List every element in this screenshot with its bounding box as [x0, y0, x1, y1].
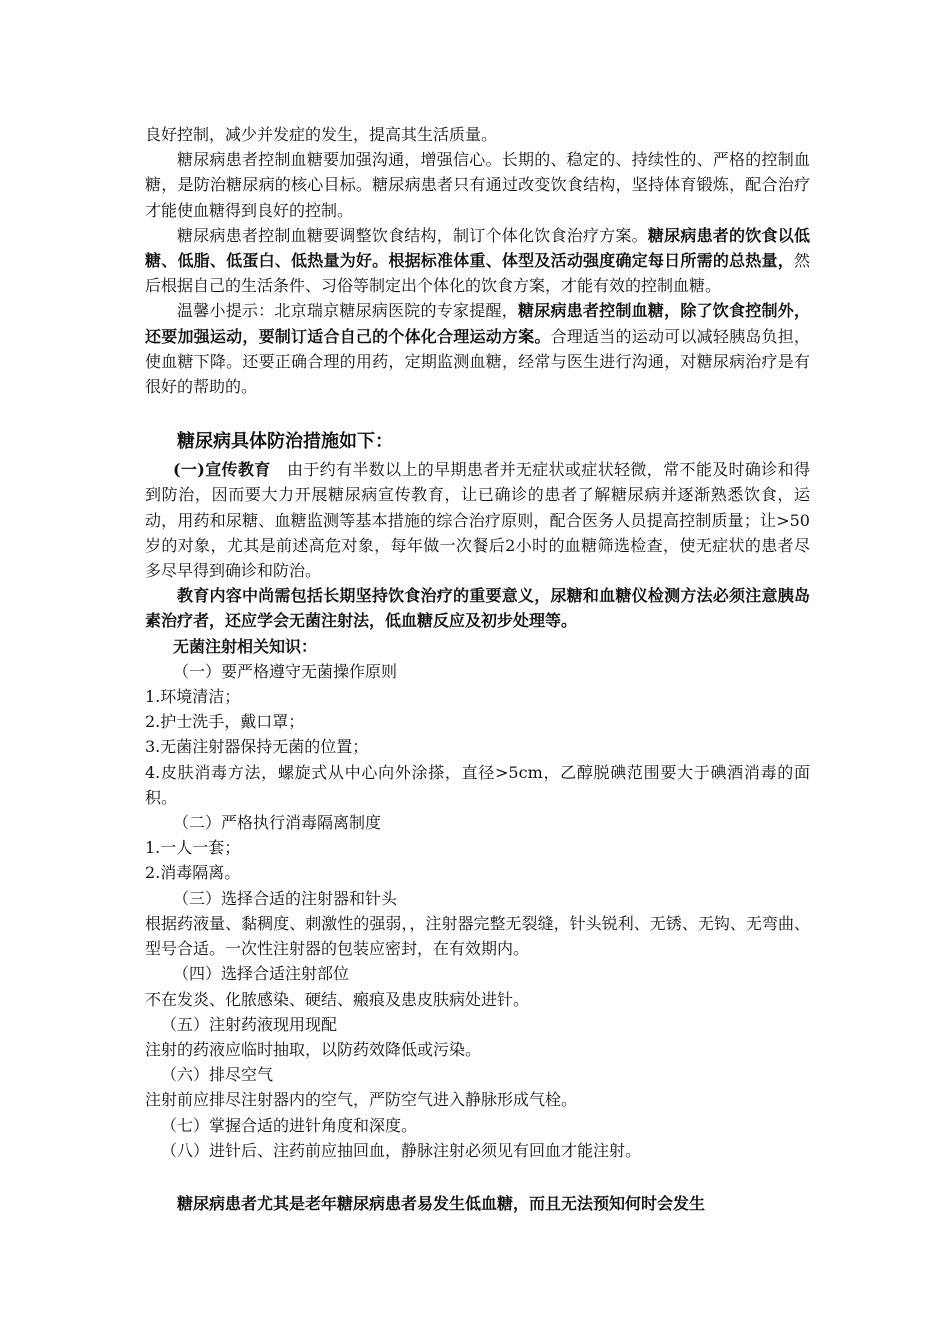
s6-text: 注射前应排尽注射器内的空气，严防空气进入静脉形成气栓。	[145, 1090, 578, 1110]
s1-item: 2.护士洗手，戴口罩；	[145, 712, 305, 732]
s3-title: （三）选择合适的注射器和针头	[173, 888, 398, 908]
document-page	[145, 122, 810, 1216]
paragraph-final-bold: 糖尿病患者尤其是老年糖尿病患者易发生低血糖，而且无法预知何时会发生	[177, 1193, 706, 1213]
paragraph-education-bold: 教育内容中尚需包括长期坚持饮食治疗的重要意义，尿糖和血糖仪检测方法必须注意胰岛素治疗者，还应学会无菌注射法，低血糖反应及初步处理等。	[145, 586, 810, 631]
diet-bold-text: 糖尿病患者的饮食以低糖、低脂、低蛋白、低热量为好。根据标准体重、体型及活动强度确定每日所需的总热量，	[145, 225, 810, 271]
s1-item: 3.无菌注射器保持无菌的位置；	[145, 737, 369, 757]
education-label: (一)宣传教育	[173, 460, 271, 480]
education-text: 由于约有半数以上的早期患者并无症状或症状轻微，常不能及时确诊和得到防治，因而要大力开展糖尿病宣传教育，让已确诊的患者了解糖尿病并逐渐熟悉饮食，运动，用药和尿糖、血糖监测等基本措施的综合治疗原则，配合医务人员提高控制质量；让>50岁的对象，尤其是前述高危对象，每年做一次餐后2小时的血糖筛选检查，使无症状的患者尽多尽早得到确诊和防治。	[145, 460, 810, 581]
tip-text-end: 合理适当的运动可以减轻胰岛负担，使血糖下降。还要正确合理的用药，定期监测血糖，经常与医生进行沟通，对糖尿病治疗是有很好的帮助的。	[145, 326, 810, 397]
s2-item: 1.一人一套；	[145, 838, 241, 858]
tip-text: 温馨小提示：北京瑞京糖尿病医院的专家提醒，	[177, 301, 518, 321]
paragraph-tip	[145, 298, 810, 399]
s3-text: 根据药液量、黏稠度、刺激性的强弱，，注射器完整无裂缝，针头锐利、无锈、无钩、无弯曲、型号合适。一次性注射器的包装应密封，在有效期内。	[145, 913, 810, 959]
section-heading: 糖尿病具体防治措施如下：	[177, 431, 393, 453]
s2-item: 2.消毒隔离。	[145, 863, 241, 883]
s1-item: 1.环境清洁；	[145, 687, 241, 707]
s1-title: （一）要严格遵守无菌操作原则	[173, 661, 398, 681]
diet-text: 糖尿病患者控制血糖要调整饮食结构，制订个体化饮食治疗方案。	[177, 225, 648, 245]
s2-title: （二）严格执行消毒隔离制度	[173, 813, 382, 833]
paragraph-education	[145, 457, 810, 583]
s4-title: （四）选择合适注射部位	[173, 964, 350, 984]
paragraph-diet	[145, 223, 810, 299]
s8-title: （八）进针后、注药前应抽回血，静脉注射必须见有回血才能注射。	[161, 1140, 642, 1160]
paragraph-communication: 糖尿病患者控制血糖要加强沟通，增强信心。长期的、稳定的、持续性的、严格的控制血糖，是防治糖尿病的核心目标。糖尿病患者只有通过改变饮食结构，坚持体育锻炼，配合治疗才能使血糖得到良好的控制。	[145, 150, 810, 220]
s5-text: 注射的药液应临时抽取，以防药效降低或污染。	[145, 1039, 482, 1059]
s6-title: （六）排尽空气	[161, 1065, 274, 1085]
paragraph-intro: 良好控制，减少并发症的发生，提高其生活质量。	[145, 125, 498, 144]
diet-text-end: 然后根据自己的生活条件、习俗等制定出个体化的饮食方案，才能有效的控制血糖。	[145, 251, 810, 296]
s4-text: 不在发炎、化脓感染、硬结、瘢痕及患皮肤病处进针。	[145, 989, 530, 1009]
aseptic-heading: 无菌注射相关知识：	[173, 636, 318, 656]
s5-title: （五）注射药液现用现配	[161, 1014, 338, 1034]
s1-item: 4.皮肤消毒方法，螺旋式从中心向外涂搽，直径>5cm，乙醇脱碘范围要大于碘酒消毒的面积。	[145, 762, 810, 807]
s7-title: （七）掌握合适的进针角度和深度。	[161, 1115, 418, 1135]
tip-bold-text: 糖尿病患者控制血糖，除了饮食控制外，还要加强运动，要制订适合自己的个体化合理运动方案。	[145, 301, 810, 346]
